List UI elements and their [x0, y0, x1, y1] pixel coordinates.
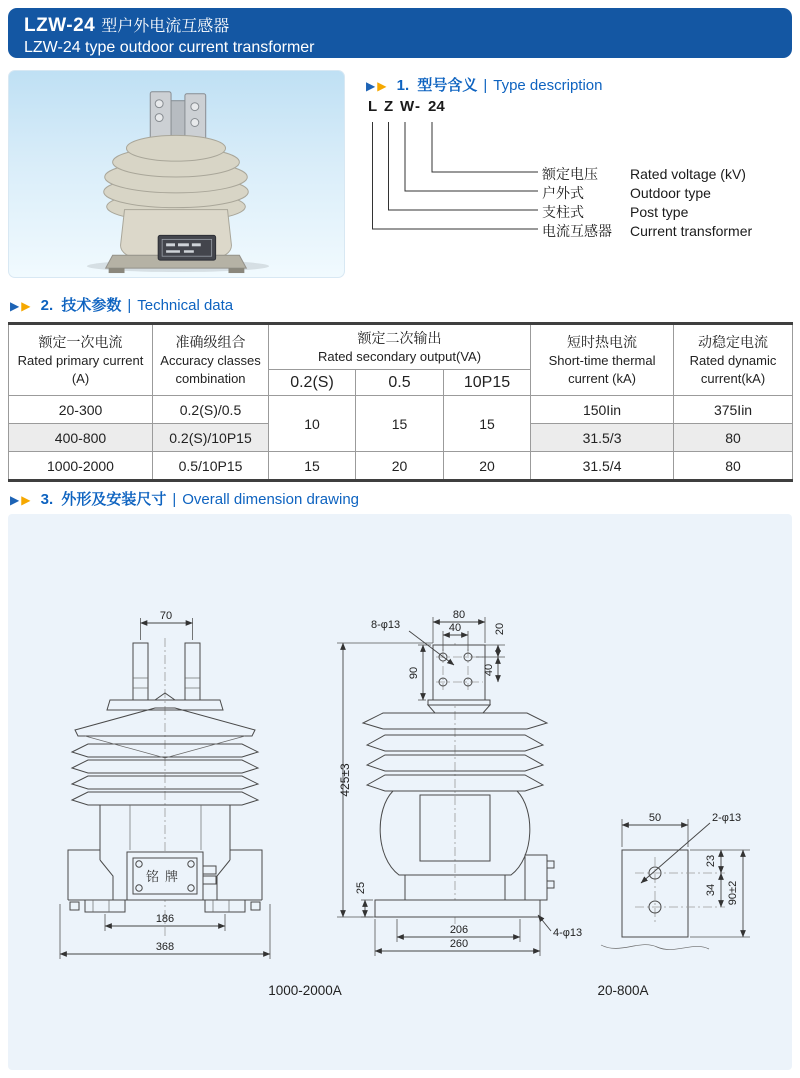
type-label-cn: 户外式 [542, 185, 584, 201]
arrow-icon: ▶ [10, 493, 20, 507]
cell-primary: 400-800 [9, 424, 153, 452]
dimension-label: 20 [494, 622, 506, 636]
dimension-label: 186 [155, 913, 175, 925]
separator: | [172, 491, 177, 508]
type-code-letter: 24 [428, 98, 445, 115]
type-label-en: Current transformer [630, 223, 753, 239]
header-bar [8, 8, 792, 58]
section-number: 2. [40, 297, 54, 314]
type-label-en: Outdoor type [630, 185, 711, 201]
type-row [542, 202, 688, 222]
cell-dynamic: 375Iin [674, 396, 793, 424]
right-dimension-drawing [335, 595, 635, 970]
cell-accuracy: 0.5/10P15 [153, 452, 269, 481]
type-label-cn: 额定电压 [542, 166, 598, 182]
section-title-cn: 型号含义 [417, 77, 478, 94]
table-row [9, 452, 793, 481]
th-sub-05: 0.5 [356, 370, 444, 396]
section-title-en: Type description [493, 77, 603, 94]
section-title-cn: 外形及安装尺寸 [61, 491, 167, 508]
cell-output: 15 [269, 452, 356, 481]
section-number: 1. [396, 77, 410, 94]
type-label-cn: 电流互感器 [542, 223, 612, 239]
dimension-label: 34 [705, 883, 717, 897]
hole-callout: 2-φ13 [712, 812, 742, 824]
cell-output: 15 [444, 396, 531, 452]
type-code-letter: Z [384, 98, 394, 115]
type-row [542, 183, 711, 203]
dimension-label: 40 [448, 622, 462, 634]
type-code-letter: W [400, 98, 415, 115]
arrow-icon: ▶ [10, 299, 20, 313]
hole-callout: 4-φ13 [553, 927, 583, 939]
primary-terminals [150, 92, 205, 141]
type-code-letter: L [368, 98, 378, 115]
section-number: 3. [40, 491, 54, 508]
cell-accuracy: 0.2(S)/10P15 [153, 424, 269, 452]
cell-accuracy: 0.2(S)/0.5 [153, 396, 269, 424]
section-title-en: Technical data [137, 297, 234, 314]
cell-dynamic: 80 [674, 452, 793, 481]
dimension-label: 368 [155, 941, 175, 953]
dimension-label: 40 [483, 663, 495, 677]
th-thermal-current: 短时热电流 Short-time thermal current (kA) [531, 324, 674, 396]
mounting-plate-detail [595, 795, 795, 965]
section-2-header [10, 294, 233, 315]
cell-thermal: 31.5/4 [531, 452, 674, 481]
technical-data-table [8, 322, 793, 482]
separator: | [483, 77, 488, 94]
cell-output: 15 [356, 396, 444, 452]
type-label-cn: 支柱式 [542, 204, 584, 220]
nameplate [158, 235, 215, 260]
dimension-label: 206 [449, 924, 469, 936]
dimension-label: 90 [408, 666, 420, 680]
type-code-letter: - [415, 98, 420, 115]
section-title-cn: 技术参数 [61, 297, 122, 314]
separator: | [127, 297, 132, 314]
section-1-header [366, 74, 602, 95]
th-dynamic-current: 动稳定电流 Rated dynamic current(kA) [674, 324, 793, 396]
type-label-en: Rated voltage (kV) [630, 166, 746, 182]
dimension-label: 80 [452, 609, 466, 621]
dimension-label: 25 [355, 881, 367, 895]
left-dimension-drawing [30, 598, 350, 970]
arrow-icon: ▶ [377, 79, 387, 93]
cell-output: 20 [356, 452, 444, 481]
dimension-label: 50 [648, 812, 662, 824]
th-sub-02s: 0.2(S) [269, 370, 356, 396]
th-sub-10p15: 10P15 [444, 370, 531, 396]
dimension-label: 90±2 [727, 880, 739, 906]
hole-callout: 8-φ13 [371, 619, 401, 631]
transformer-illustration [9, 71, 344, 277]
dimension-label: 23 [705, 854, 717, 868]
product-photo [8, 70, 345, 278]
right-drawing-caption: 20-800A [597, 983, 649, 998]
dimension-label: 70 [159, 610, 173, 622]
cell-thermal: 150Iin [531, 396, 674, 424]
cell-output: 10 [269, 396, 356, 452]
type-label-en: Post type [630, 204, 689, 220]
cell-output: 20 [444, 452, 531, 481]
header-title-en: LZW-24 type outdoor current transformer [24, 38, 315, 56]
cell-dynamic: 80 [674, 424, 793, 452]
cell-primary: 20-300 [9, 396, 153, 424]
cell-thermal: 31.5/3 [531, 424, 674, 452]
th-accuracy: 准确级组合 Accuracy classes combination [153, 324, 269, 396]
left-drawing-caption: 1000-2000A [268, 983, 342, 998]
type-row [542, 221, 752, 241]
type-row [542, 164, 746, 184]
arrow-icon: ▶ [21, 299, 31, 313]
dimension-label: 425±3 [338, 763, 352, 797]
th-primary-current: 额定一次电流 Rated primary current (A) [9, 324, 153, 396]
th-secondary-output: 额定二次输出 Rated secondary output(VA) [269, 324, 531, 370]
dimension-label: 260 [449, 938, 469, 950]
nameplate-label: 铭牌 [145, 869, 185, 884]
header-title-cn: 型户外电流互感器 [101, 18, 230, 35]
cell-primary: 1000-2000 [9, 452, 153, 481]
insulator-sheds [104, 135, 249, 221]
section-3-header [10, 488, 359, 509]
section-title-en: Overall dimension drawing [182, 491, 359, 508]
arrow-icon: ▶ [366, 79, 376, 93]
table-row [9, 396, 793, 424]
model-name: LZW-24 [24, 15, 96, 36]
arrow-icon: ▶ [21, 493, 31, 507]
